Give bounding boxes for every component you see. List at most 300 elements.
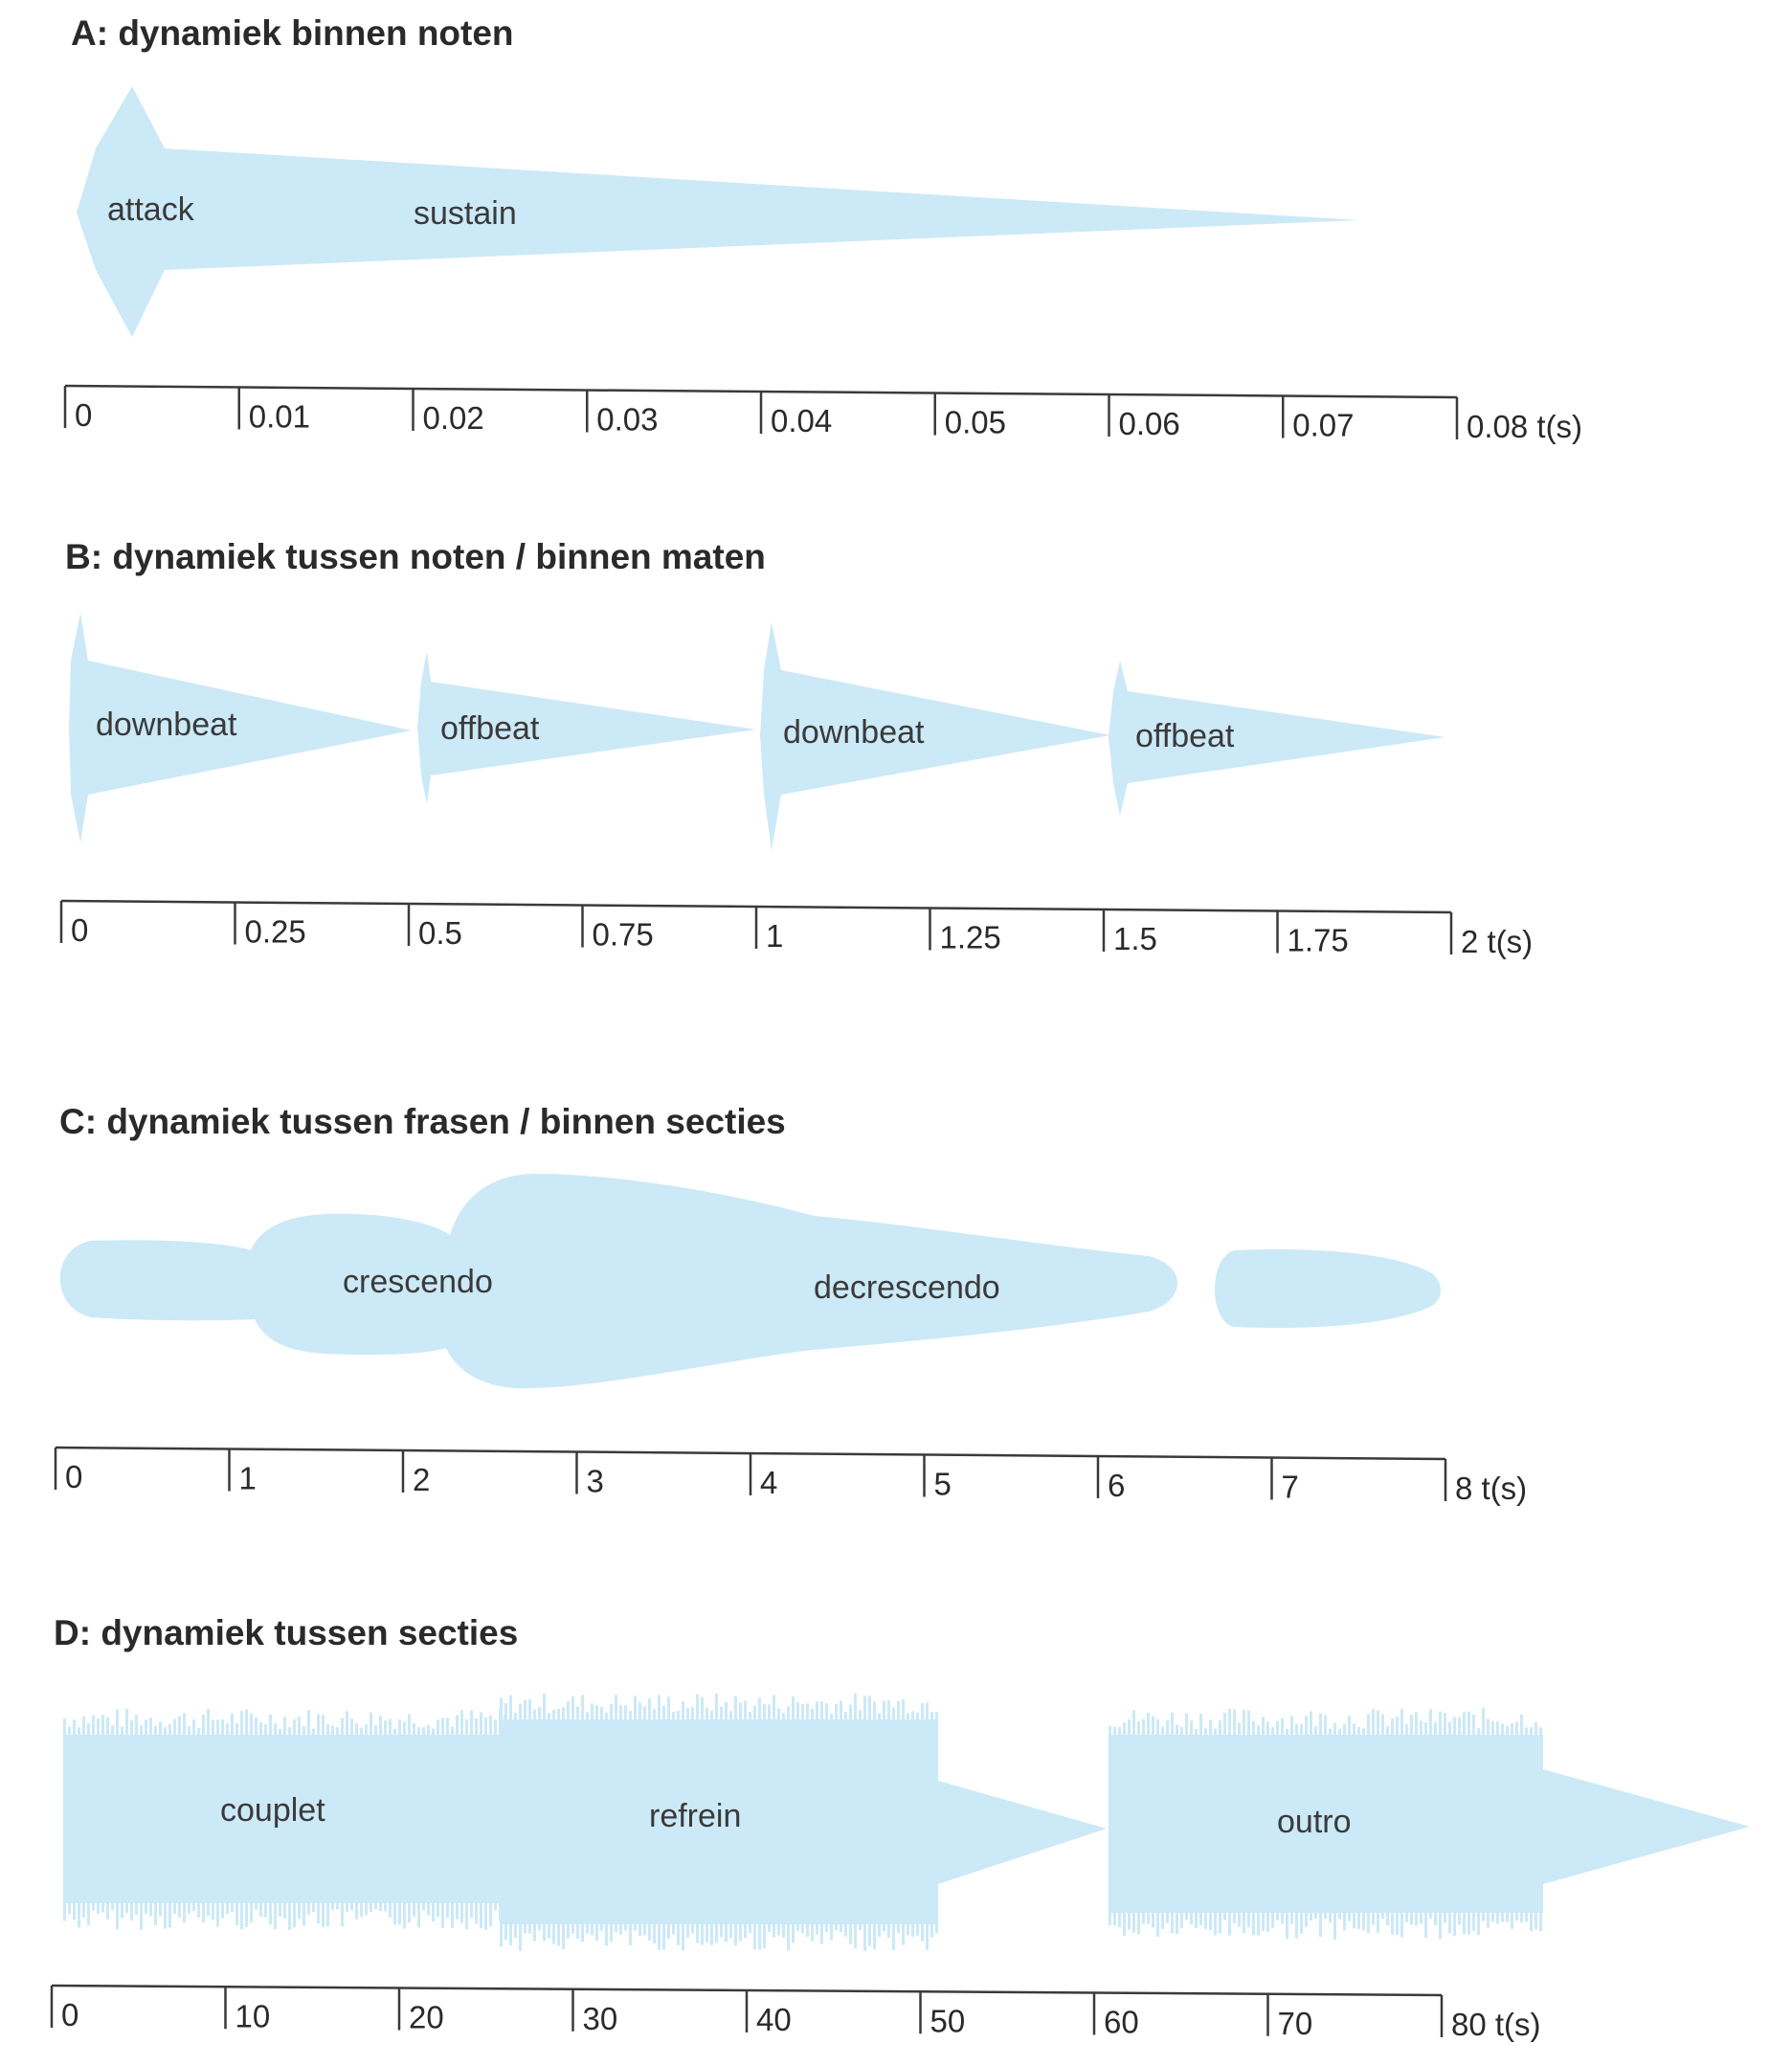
waveform-spike	[427, 1903, 430, 1916]
waveform-spike	[135, 1903, 138, 1915]
axis-tick-label: 6	[1108, 1468, 1126, 1503]
waveform-spike	[691, 1707, 694, 1719]
waveform-spike	[892, 1924, 895, 1950]
waveform-spike	[460, 1903, 463, 1923]
waveform-spike	[1491, 1721, 1494, 1735]
waveform-spike	[465, 1719, 468, 1735]
waveform-spike	[686, 1924, 689, 1938]
waveform-spike	[1142, 1719, 1145, 1735]
panel-a-label-attack: attack	[107, 191, 194, 228]
waveform-spike	[629, 1711, 632, 1719]
waveform-spike	[624, 1705, 627, 1719]
waveform-spike	[782, 1713, 785, 1719]
waveform-spike	[494, 1903, 497, 1911]
panel-b-time-axis	[61, 901, 1533, 959]
waveform-spike	[825, 1703, 828, 1719]
waveform-spike	[586, 1924, 589, 1934]
waveform-spike	[1515, 1913, 1518, 1920]
waveform-spike	[1520, 1715, 1523, 1735]
axis-tick-label: 20	[409, 1999, 444, 2035]
waveform-spike	[73, 1719, 76, 1735]
waveform-spike	[427, 1725, 430, 1735]
waveform-spike	[317, 1903, 320, 1923]
axis-tick-label: 0	[61, 1997, 79, 2032]
waveform-spike	[1496, 1721, 1499, 1735]
panel-a-envelope	[77, 86, 1359, 337]
waveform-spike	[1204, 1728, 1207, 1735]
waveform-spike	[1333, 1913, 1336, 1940]
waveform-spike	[715, 1924, 718, 1942]
waveform-spike	[470, 1903, 473, 1918]
panel-d-title: D: dynamiek tussen secties	[54, 1613, 519, 1652]
waveform-spike	[1482, 1913, 1485, 1921]
waveform-spike	[653, 1709, 656, 1719]
waveform-spike	[662, 1706, 665, 1719]
waveform-spike	[451, 1726, 454, 1735]
waveform-spike	[164, 1727, 167, 1735]
waveform-spike	[365, 1724, 368, 1735]
waveform-spike	[533, 1924, 536, 1942]
waveform-spike	[1266, 1913, 1269, 1932]
waveform-spike	[806, 1924, 809, 1937]
waveform-spike	[1333, 1723, 1336, 1735]
waveform-spike	[610, 1924, 613, 1942]
waveform-spike	[1329, 1913, 1332, 1922]
waveform-spike	[1247, 1711, 1250, 1735]
waveform-spike	[643, 1706, 646, 1719]
waveform-spike	[1243, 1913, 1245, 1933]
waveform-spike	[816, 1701, 818, 1719]
waveform-spike	[283, 1903, 286, 1919]
waveform-spike	[87, 1723, 90, 1735]
waveform-spike	[1405, 1913, 1408, 1922]
waveform-spike	[422, 1727, 425, 1735]
waveform-spike	[255, 1718, 258, 1735]
waveform-spike	[1238, 1722, 1241, 1735]
waveform-spike	[792, 1696, 795, 1719]
waveform-spike	[346, 1711, 348, 1735]
waveform-spike	[417, 1903, 420, 1927]
waveform-spike	[801, 1924, 804, 1933]
waveform-spike	[355, 1723, 358, 1735]
waveform-spike	[883, 1924, 885, 1931]
waveform-spike	[484, 1718, 487, 1735]
waveform-spike	[1152, 1913, 1154, 1927]
waveform-spike	[212, 1903, 214, 1920]
waveform-spike	[773, 1695, 775, 1719]
waveform-spike	[1271, 1727, 1274, 1735]
axis-end-label: 8 t(s)	[1455, 1471, 1528, 1506]
waveform-spike	[341, 1903, 344, 1926]
axis-tick-label: 1.75	[1287, 922, 1349, 958]
waveform-spike	[293, 1903, 296, 1927]
waveform-spike	[1290, 1716, 1293, 1735]
waveform-spike	[1262, 1913, 1265, 1931]
waveform-spike	[68, 1903, 71, 1914]
waveform-spike	[346, 1903, 348, 1912]
panel-d-envelope-refrein	[500, 1719, 1107, 1924]
waveform-spike	[863, 1695, 866, 1719]
waveform-spike	[796, 1702, 799, 1719]
waveform-spike	[1482, 1708, 1485, 1735]
waveform-spike	[1300, 1913, 1303, 1934]
waveform-spike	[379, 1716, 382, 1735]
axis-tick-label: 0.01	[248, 398, 310, 435]
waveform-spike	[116, 1709, 119, 1735]
waveform-spike	[624, 1924, 627, 1931]
waveform-spike	[192, 1719, 195, 1735]
waveform-spike	[183, 1713, 186, 1735]
waveform-spike	[164, 1903, 167, 1928]
waveform-spike	[1233, 1913, 1236, 1923]
waveform-spike	[1511, 1913, 1513, 1929]
axis-tick-label: 0.05	[944, 404, 1006, 440]
waveform-spike	[413, 1723, 415, 1735]
waveform-spike	[806, 1703, 809, 1719]
waveform-spike	[1453, 1718, 1456, 1735]
waveform-spike	[859, 1924, 862, 1930]
waveform-spike	[504, 1703, 507, 1719]
waveform-spike	[907, 1714, 909, 1719]
waveform-spike	[911, 1711, 914, 1719]
waveform-spike	[634, 1695, 637, 1719]
waveform-spike	[701, 1924, 704, 1945]
waveform-spike	[1166, 1720, 1169, 1735]
waveform-spike	[1219, 1720, 1221, 1735]
waveform-spike	[145, 1719, 147, 1735]
axis-end-label: 80 t(s)	[1451, 2007, 1541, 2042]
waveform-spike	[92, 1716, 95, 1735]
waveform-spike	[274, 1723, 277, 1735]
waveform-spike	[188, 1903, 190, 1914]
panel-c-envelope-main	[60, 1174, 1177, 1388]
waveform-spike	[446, 1903, 449, 1918]
panel-d-time-axis	[52, 1986, 1541, 2042]
waveform-spike	[389, 1718, 392, 1735]
waveform-spike	[216, 1903, 219, 1926]
waveform-spike	[1357, 1727, 1360, 1735]
waveform-spike	[1281, 1718, 1284, 1735]
waveform-spike	[379, 1903, 382, 1911]
waveform-spike	[178, 1717, 181, 1735]
waveform-spike	[686, 1708, 689, 1719]
panel-d-label-couplet: couplet	[220, 1792, 325, 1829]
waveform-spike	[911, 1924, 914, 1937]
waveform-spike	[1377, 1711, 1379, 1735]
waveform-spike	[456, 1903, 459, 1920]
panel-b-label-offbeat-2: offbeat	[1135, 718, 1235, 754]
axis-tick-label: 2	[413, 1462, 431, 1497]
waveform-spike	[465, 1903, 468, 1929]
axis-tick-label: 1.5	[1113, 921, 1157, 956]
waveform-spike	[1310, 1711, 1312, 1735]
waveform-spike	[1501, 1913, 1504, 1922]
waveform-spike	[753, 1924, 756, 1949]
waveform-spike	[1343, 1724, 1346, 1735]
waveform-spike	[567, 1701, 570, 1719]
waveform-spike	[787, 1706, 790, 1719]
waveform-spike	[446, 1718, 449, 1735]
waveform-spike	[216, 1719, 219, 1735]
waveform-spike	[245, 1710, 248, 1735]
waveform-spike	[868, 1924, 871, 1946]
waveform-spike	[504, 1924, 507, 1940]
axis-tick-label: 0	[65, 1459, 83, 1494]
waveform-spike	[159, 1721, 162, 1735]
waveform-spike	[519, 1704, 522, 1719]
waveform-spike	[1534, 1722, 1537, 1735]
waveform-spike	[1348, 1717, 1351, 1735]
waveform-spike	[235, 1723, 238, 1735]
waveform-spike	[317, 1714, 320, 1735]
waveform-spike	[634, 1924, 637, 1931]
waveform-spike	[638, 1702, 641, 1719]
waveform-spike	[1487, 1719, 1490, 1735]
waveform-spike	[101, 1715, 104, 1735]
panel-b-label-downbeat-1: downbeat	[96, 707, 237, 743]
waveform-spike	[283, 1717, 286, 1735]
waveform-spike	[207, 1709, 210, 1735]
waveform-spike	[548, 1713, 550, 1719]
waveform-spike	[643, 1924, 646, 1935]
waveform-spike	[437, 1719, 439, 1735]
waveform-spike	[173, 1719, 176, 1735]
waveform-spike	[1156, 1719, 1159, 1735]
waveform-spike	[883, 1700, 885, 1719]
waveform-spike	[226, 1903, 229, 1914]
waveform-spike	[739, 1924, 742, 1942]
waveform-spike	[619, 1705, 622, 1719]
waveform-spike	[111, 1903, 114, 1910]
waveform-spike	[403, 1903, 406, 1928]
waveform-spike	[154, 1903, 157, 1925]
waveform-spike	[1262, 1717, 1265, 1735]
waveform-spike	[1515, 1722, 1518, 1735]
waveform-spike	[106, 1718, 109, 1735]
waveform-spike	[250, 1903, 253, 1922]
panel-c-label-crescendo: crescendo	[343, 1264, 493, 1300]
waveform-spike	[197, 1728, 200, 1735]
waveform-spike	[1123, 1722, 1126, 1735]
waveform-spike	[514, 1924, 517, 1938]
waveform-spike	[269, 1903, 272, 1924]
waveform-spike	[897, 1924, 900, 1933]
waveform-spike	[749, 1924, 751, 1933]
panel-a-title: A: dynamiek binnen noten	[71, 13, 514, 53]
waveform-spike	[293, 1719, 296, 1735]
waveform-spike	[677, 1924, 680, 1945]
waveform-spike	[1530, 1727, 1533, 1735]
waveform-spike	[1367, 1913, 1370, 1933]
waveform-spike	[615, 1695, 617, 1719]
waveform-spike	[1491, 1913, 1494, 1921]
waveform-spike	[701, 1697, 704, 1719]
waveform-spike	[484, 1903, 487, 1930]
waveform-spike	[1113, 1727, 1116, 1735]
waveform-spike	[326, 1903, 329, 1926]
waveform-spike	[552, 1924, 555, 1943]
waveform-spike	[231, 1714, 234, 1735]
waveform-spike	[274, 1903, 277, 1929]
axis-tick-label: 30	[582, 2000, 618, 2036]
waveform-spike	[1338, 1913, 1341, 1920]
waveform-spike	[1448, 1721, 1451, 1735]
waveform-spike	[1257, 1913, 1260, 1936]
waveform-spike	[1477, 1913, 1480, 1935]
waveform-spike	[1472, 1715, 1475, 1735]
waveform-spike	[207, 1903, 210, 1916]
waveform-spike	[725, 1924, 728, 1942]
waveform-spike	[87, 1903, 90, 1925]
waveform-spike	[331, 1725, 334, 1735]
panel-c-title: C: dynamiek tussen frasen / binnen secties	[59, 1102, 786, 1141]
waveform-spike	[1223, 1913, 1226, 1920]
waveform-spike	[298, 1903, 301, 1919]
waveform-spike	[1176, 1913, 1178, 1934]
waveform-spike	[1195, 1913, 1198, 1928]
waveform-spike	[758, 1924, 761, 1949]
waveform-spike	[682, 1701, 684, 1719]
waveform-spike	[1472, 1913, 1475, 1931]
waveform-spike	[1195, 1729, 1198, 1735]
waveform-spike	[1161, 1727, 1164, 1735]
waveform-spike	[1439, 1712, 1442, 1735]
waveform-spike	[1386, 1726, 1389, 1735]
waveform-spike	[816, 1924, 818, 1935]
waveform-spike	[543, 1924, 546, 1941]
waveform-spike	[264, 1724, 267, 1735]
waveform-spike	[350, 1903, 353, 1910]
waveform-spike	[140, 1725, 143, 1735]
waveform-spike	[734, 1696, 737, 1719]
waveform-spike	[130, 1903, 133, 1920]
waveform-spike	[1400, 1709, 1403, 1735]
waveform-spike	[581, 1695, 584, 1719]
waveform-spike	[1434, 1913, 1437, 1925]
waveform-spike	[302, 1903, 305, 1925]
waveform-spike	[753, 1706, 756, 1719]
waveform-spike	[101, 1903, 104, 1912]
waveform-spike	[926, 1702, 929, 1719]
waveform-spike	[720, 1707, 723, 1719]
waveform-spike	[1424, 1913, 1427, 1938]
waveform-spike	[135, 1715, 138, 1735]
waveform-spike	[902, 1699, 905, 1719]
waveform-spike	[835, 1704, 838, 1719]
waveform-spike	[480, 1713, 482, 1735]
waveform-spike	[1214, 1913, 1217, 1935]
waveform-spike	[231, 1903, 234, 1912]
waveform-spike	[1400, 1913, 1403, 1938]
waveform-spike	[336, 1727, 339, 1735]
waveform-spike	[451, 1903, 454, 1928]
waveform-spike	[710, 1711, 713, 1719]
waveform-spike	[591, 1924, 594, 1936]
waveform-spike	[557, 1924, 560, 1945]
waveform-spike	[1199, 1913, 1202, 1925]
waveform-spike	[873, 1701, 876, 1719]
waveform-spike	[1324, 1716, 1327, 1735]
waveform-spike	[811, 1709, 814, 1719]
waveform-spike	[1166, 1913, 1169, 1923]
waveform-spike	[1142, 1913, 1145, 1924]
waveform-spike	[1453, 1913, 1456, 1936]
panel-a-time-axis	[65, 386, 1582, 444]
waveform-spike	[1257, 1725, 1260, 1735]
waveform-spike	[259, 1722, 262, 1735]
waveform-spike	[1286, 1913, 1288, 1940]
waveform-spike	[629, 1924, 632, 1945]
waveform-spike	[1228, 1913, 1231, 1936]
waveform-spike	[1463, 1913, 1466, 1935]
panel-d-label-refrein: refrein	[649, 1798, 742, 1834]
waveform-spike	[307, 1903, 310, 1915]
axis-tick-label: 0.04	[771, 403, 833, 438]
waveform-spike	[1353, 1723, 1355, 1735]
axis-tick-label: 60	[1104, 2004, 1139, 2040]
waveform-spike	[921, 1703, 924, 1719]
waveform-spike	[777, 1924, 780, 1935]
waveform-spike	[1137, 1721, 1140, 1735]
waveform-spike	[149, 1903, 152, 1916]
waveform-spike	[849, 1704, 852, 1719]
waveform-spike	[1319, 1913, 1322, 1937]
waveform-spike	[729, 1924, 732, 1939]
panel-d-envelope-outro	[1109, 1735, 1750, 1913]
waveform-spike	[773, 1924, 775, 1938]
waveform-spike	[1223, 1713, 1226, 1735]
waveform-spike	[183, 1903, 186, 1922]
waveform-spike	[907, 1924, 909, 1935]
waveform-spike	[365, 1903, 368, 1916]
waveform-spike	[1467, 1913, 1470, 1934]
waveform-spike	[548, 1924, 550, 1939]
waveform-spike	[1156, 1913, 1159, 1937]
waveform-spike	[1228, 1709, 1231, 1735]
waveform-spike	[830, 1714, 833, 1719]
waveform-spike	[667, 1924, 670, 1939]
waveform-spike	[878, 1924, 881, 1937]
waveform-spike	[524, 1700, 526, 1719]
waveform-spike	[398, 1903, 401, 1924]
waveform-spike	[288, 1903, 291, 1930]
waveform-spike	[1180, 1727, 1183, 1735]
waveform-spike	[226, 1723, 229, 1735]
axis-tick-label: 1.25	[939, 919, 1001, 955]
waveform-spike	[1429, 1913, 1432, 1919]
waveform-spike	[1185, 1713, 1188, 1735]
waveform-spike	[696, 1924, 699, 1943]
waveform-spike	[792, 1924, 795, 1943]
waveform-spike	[543, 1694, 546, 1719]
waveform-spike	[1295, 1913, 1298, 1939]
waveform-spike	[1367, 1714, 1370, 1735]
waveform-spike	[916, 1924, 919, 1936]
waveform-spike	[1458, 1718, 1461, 1735]
waveform-spike	[240, 1903, 243, 1929]
waveform-spike	[1506, 1913, 1509, 1922]
waveform-spike	[125, 1903, 128, 1913]
waveform-spike	[524, 1924, 526, 1933]
waveform-spike	[212, 1719, 214, 1735]
waveform-spike	[729, 1711, 732, 1719]
waveform-spike	[749, 1712, 751, 1719]
waveform-spike	[682, 1924, 684, 1950]
waveform-spike	[878, 1714, 881, 1719]
waveform-spike	[350, 1718, 353, 1735]
waveform-spike	[97, 1718, 100, 1735]
waveform-spike	[782, 1924, 785, 1938]
